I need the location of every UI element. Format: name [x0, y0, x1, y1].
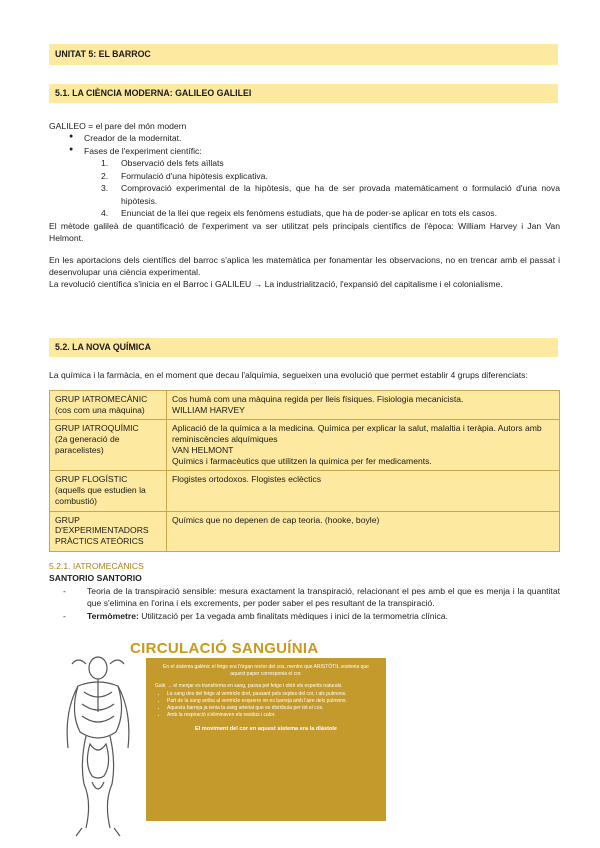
table-row — [50, 511, 560, 551]
step-item: 1. Observació dels fets aïllats — [101, 158, 224, 169]
unit-title: UNITAT 5: EL BARROC — [55, 49, 151, 60]
infobox-points — [155, 691, 377, 718]
table-row — [50, 471, 560, 511]
step-item: 2. Formulació d'una hipòtesis explicativa. — [101, 170, 268, 181]
section-5-1-body — [49, 120, 560, 291]
infobox-footer: El moviment del cor en aquest sistema era la diàstole — [194, 726, 338, 733]
bullet-item: ● Fases de l'experiment científic: — [69, 145, 560, 157]
experiment-steps — [49, 157, 560, 219]
group-name-cell: GRUP IATROQUÍMIC (2a generació de paracelistes) — [50, 420, 167, 471]
subsection-title: 5.2.1. IATROMECÀNICS — [49, 561, 144, 571]
group-desc-cell: Cos humà com una màquina regida per lleis físiques. Fisiologia mecanicista. WILLIAM HARVEY — [167, 391, 560, 420]
paragraph-contributions: En les aportacions dels científics del barroc s'aplica les matemàtica per fonamentar les observacions, no en trencar amb el passat i desenvolupar una ciència experimental. — [49, 254, 560, 277]
person-name: SANTORIO SANTORIO — [49, 573, 142, 584]
table-row — [50, 420, 560, 471]
paragraph-method: El mètode galileà de quantificació de l'experiment va ser utilitzat pels principals científics de l'època: William Harvey i Jan Van Helmont. — [49, 220, 560, 244]
section-5-2-1 — [49, 560, 560, 622]
galileo-intro: GALILEO = el pare del món modern — [49, 121, 187, 131]
section-5-2-title: 5.2. LA NOVA QUÍMICA — [55, 342, 151, 353]
section-5-2-intro — [49, 369, 560, 381]
group-name-cell: GRUP FLOGÍSTIC (aquells que estudien la combustió) — [50, 471, 167, 511]
section-5-1-band — [49, 84, 558, 103]
chemistry-intro: La química i la farmàcia, en el moment que decau l'alquímia, segueixen una evolució que permet establir 4 grups diferenciats: — [49, 370, 528, 380]
step-item: 3. Comprovació experimental de la hipòtesis, que ha de ser provada matemàticament o formulació d'una nova hipòtesis. — [101, 183, 560, 206]
step-item: 4. Enunciat de la llei que regeix els fenòmens estudiats, que ha de poder-se aplicar en tots els casos. — [101, 208, 497, 219]
infobox-lead: Galè → el menjar es transforma en sang, passa pel fetge i obté els esperits naturals. — [155, 682, 343, 689]
list-item: • Part de la sang arriba al ventricle esquerre on es barreja amb l'aire dels pulmons. — [167, 698, 377, 705]
list-item: • Aquesta barreja ja tenia la sang arterial que es distribuïa per tot el cos. — [167, 705, 377, 712]
group-desc-cell: Flogistes ortodoxos. Flogistes eclèctics — [167, 471, 560, 511]
group-name-cell: GRUP D'EXPERIMENTADORS PRÀCTICS ATEÒRICS — [50, 511, 167, 551]
group-name-cell: GRUP IATROMECÀNIC (cos com una màquina) — [50, 391, 167, 420]
section-5-2-band — [49, 338, 558, 357]
santorio-points — [49, 585, 560, 622]
circulation-infobox — [146, 658, 386, 821]
list-item: - Termòmetre: Utilització per 1a vegada amb finalitats mèdiques i inici de la termometria clínica. — [63, 610, 560, 622]
chemistry-groups-table — [49, 390, 560, 552]
unit-title-band — [49, 44, 558, 65]
anatomy-illustration — [56, 652, 140, 842]
list-item: - Teoria de la transpiració sensible: mesura exactament la transpiració, relacionant el pes amb el que es menja i la quantitat que s'elimina en l'orina i els excrements, per poder saber el pes resultant de la transpiració. — [63, 585, 560, 610]
list-item: • Amb la respiració s'eliminaven els residus i calor. — [167, 712, 377, 719]
paragraph-revolution: La revolució científica s'inicia en el Barroc i GALILEU → La industrialització, l'expansió del capitalisme i el colonialisme. — [49, 279, 503, 290]
infobox-intro: En el sistema galènic el fetge era l'òrgan rector del cos, mentre que ARISTÒTIL sostenia que aquest paper corresponia el cor. — [163, 664, 369, 677]
bullet-item: ● Creador de la modernitat. — [69, 132, 560, 144]
group-desc-cell: Aplicació de la química a la medicina. Química per explicar la salut, malaltia i teràpia. Autors amb reminiscències alquímiques VAN HELMONT Químics i farmacèutics que utilitzen la química per fer medicaments. — [167, 420, 560, 471]
galileo-bullets — [49, 132, 560, 157]
table-row — [50, 391, 560, 420]
group-desc-cell: Químics que no depenen de cap teoria. (hooke, boyle) — [167, 511, 560, 551]
section-5-1-title: 5.1. LA CIÈNCIA MODERNA: GALILEO GALILEI — [55, 88, 252, 99]
figure-title: CIRCULACIÓ SANGUÍNIA — [130, 640, 319, 657]
list-item: • La sang des del fetge al ventricle dret, passant pels septes del cor, i als pulmons. — [167, 691, 377, 698]
